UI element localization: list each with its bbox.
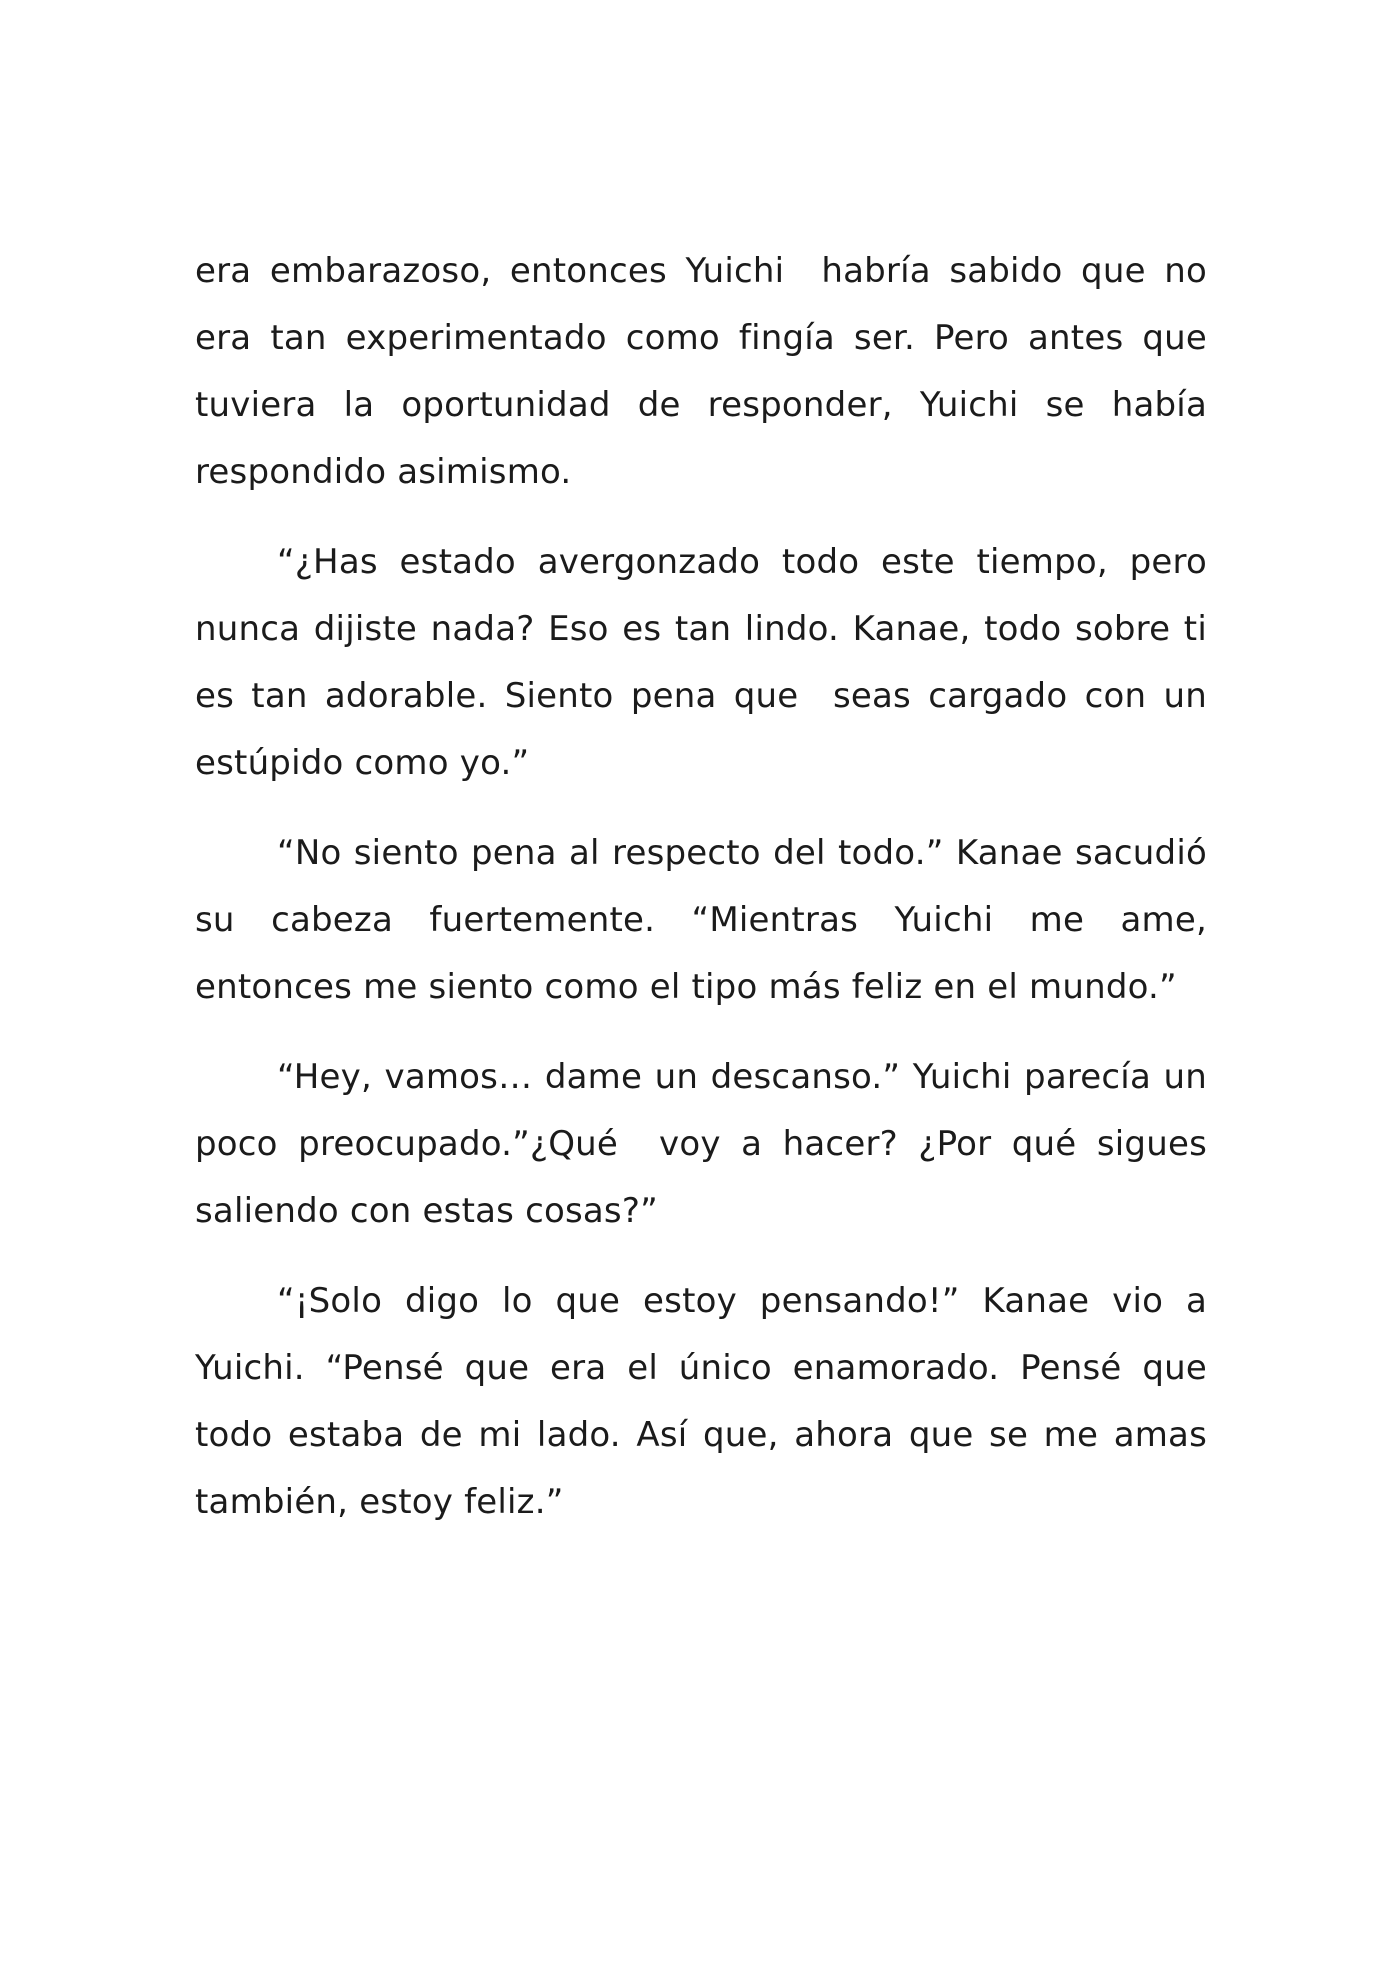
paragraph-3: “No siento pena al respecto del todo.” Kanae sacudió su cabeza fuertemente. “Mientras Yuichi me ame, entonces me siento como el tipo más feliz en el mundo.” bbox=[195, 833, 1219, 1007]
paragraph-4: “Hey, vamos… dame un descanso.” Yuichi parecía un poco preocupado.”¿Qué voy a hacer? ¿Por qué sigues saliendo con estas cosas?” bbox=[195, 1057, 1219, 1231]
paragraph-1: era embarazoso, entonces Yuichi habría sabido que no era tan experimentado como fingía ser. Pero antes que tuviera la oportunidad de responder, Yuichi se había respondido asimismo. bbox=[195, 251, 1219, 492]
body-text bbox=[195, 238, 1219, 1559]
paragraph-2: “¿Has estado avergonzado todo este tiempo, pero nunca dijiste nada? Eso es tan lindo. Kanae, todo sobre ti es tan adorable. Siento pena que seas cargado con un estúpido como yo.” bbox=[195, 542, 1219, 783]
paragraph-5: “¡Solo digo lo que estoy pensando!” Kanae vio a Yuichi. “Pensé que era el único enamorado. Pensé que todo estaba de mi lado. Así que, ahora que se me amas también, estoy feliz.” bbox=[195, 1281, 1219, 1522]
